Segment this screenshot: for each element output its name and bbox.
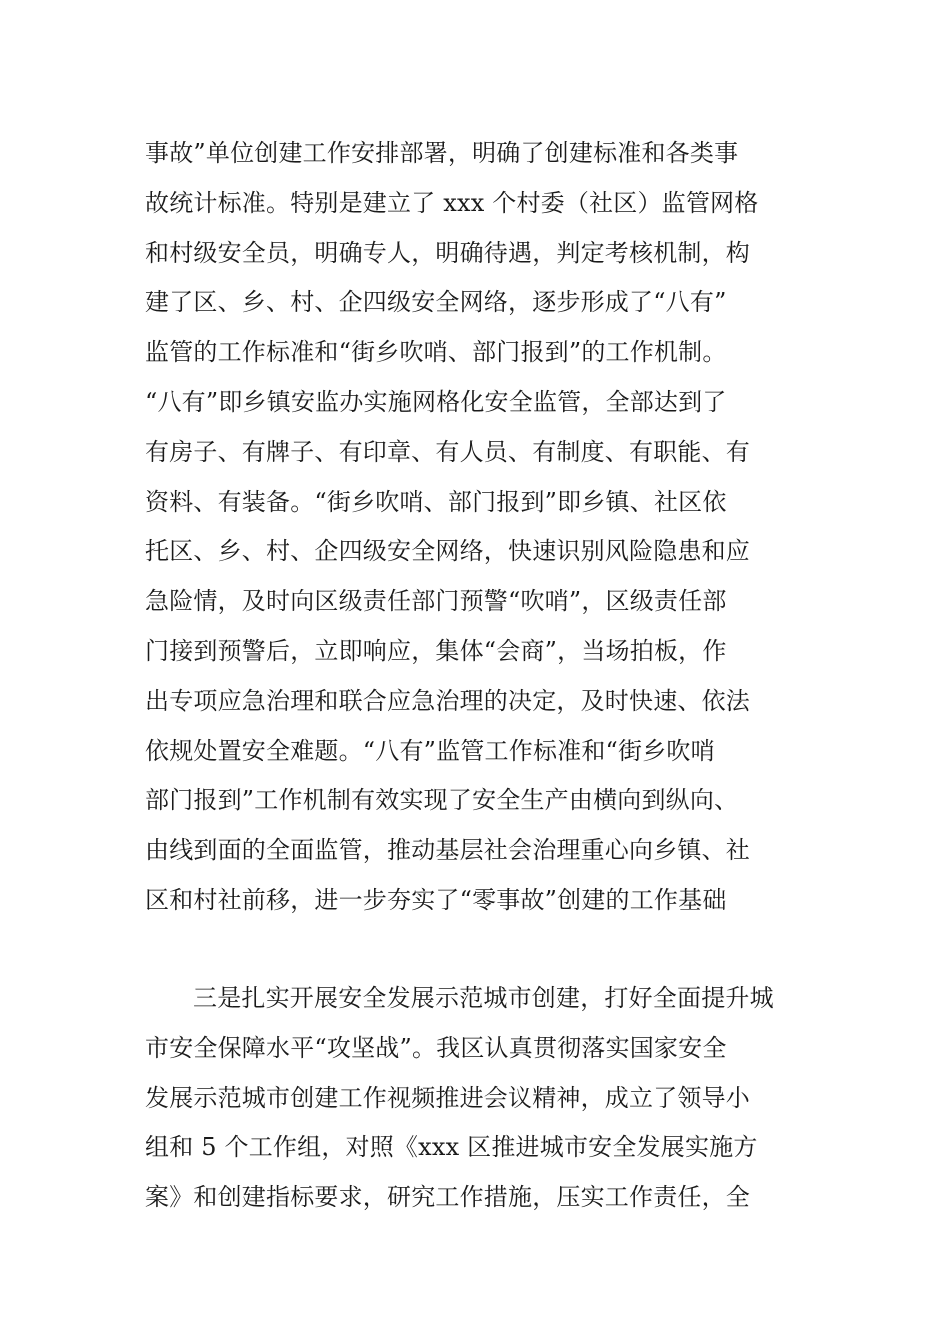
text-line: 门接到预警后，立即响应，集体“会商”，当场拍板，作 bbox=[145, 636, 727, 665]
text-line: 组和 5 个工作组，对照《xxx 区推进城市安全发展实施方 bbox=[145, 1133, 758, 1162]
text-line: 依规处置安全难题。“八有”监管工作标准和“街乡吹哨 bbox=[145, 736, 715, 765]
paragraph-2 bbox=[145, 974, 807, 1223]
text-line: 事故”单位创建工作安排部署，明确了创建标准和各类事 bbox=[145, 139, 739, 167]
text-line: 建了区、乡、村、企四级安全网络，逐步形成了“八有” bbox=[145, 288, 727, 317]
text-line: 部门报到”工作机制有效实现了安全生产由横向到纵向、 bbox=[145, 786, 739, 815]
text-line: 托区、乡、村、企四级安全网络，快速识别风险隐患和应 bbox=[145, 537, 750, 566]
text-line: “八有”即乡镇安监办实施网格化安全监管，全部达到了 bbox=[145, 387, 727, 416]
text-line: 三是扎实开展安全发展示范城市创建，打好全面提升城 bbox=[193, 984, 774, 1012]
text-line: 区和村社前移，进一步夯实了“零事故”创建的工作基础 bbox=[145, 885, 727, 914]
text-line: 急险情，及时向区级责任部门预警“吹哨”，区级责任部 bbox=[145, 587, 727, 616]
text-line: 出专项应急治理和联合应急治理的决定，及时快速、依法 bbox=[145, 686, 750, 715]
text-line: 由线到面的全面监管，推动基层社会治理重心向乡镇、社 bbox=[145, 836, 750, 865]
text-line: 故统计标准。特别是建立了 xxx 个村委（社区）监管网格 bbox=[145, 188, 759, 217]
text-line: 有房子、有牌子、有印章、有人员、有制度、有职能、有 bbox=[145, 437, 750, 466]
text-line: 发展示范城市创建工作视频推进会议精神，成立了领导小 bbox=[145, 1083, 750, 1112]
paragraph-1 bbox=[145, 129, 807, 926]
text-line: 资料、有装备。“街乡吹哨、部门报到”即乡镇、社区依 bbox=[145, 487, 727, 516]
text-line: 和村级安全员，明确专人，明确待遇，判定考核机制，构 bbox=[145, 238, 750, 267]
text-line: 监管的工作标准和“街乡吹哨、部门报到”的工作机制。 bbox=[145, 338, 727, 367]
text-line: 市安全保障水平“攻坚战”。我区认真贯彻落实国家安全 bbox=[145, 1033, 727, 1062]
text-line: 案》和创建指标要求，研究工作措施，压实工作责任，全 bbox=[145, 1183, 750, 1212]
